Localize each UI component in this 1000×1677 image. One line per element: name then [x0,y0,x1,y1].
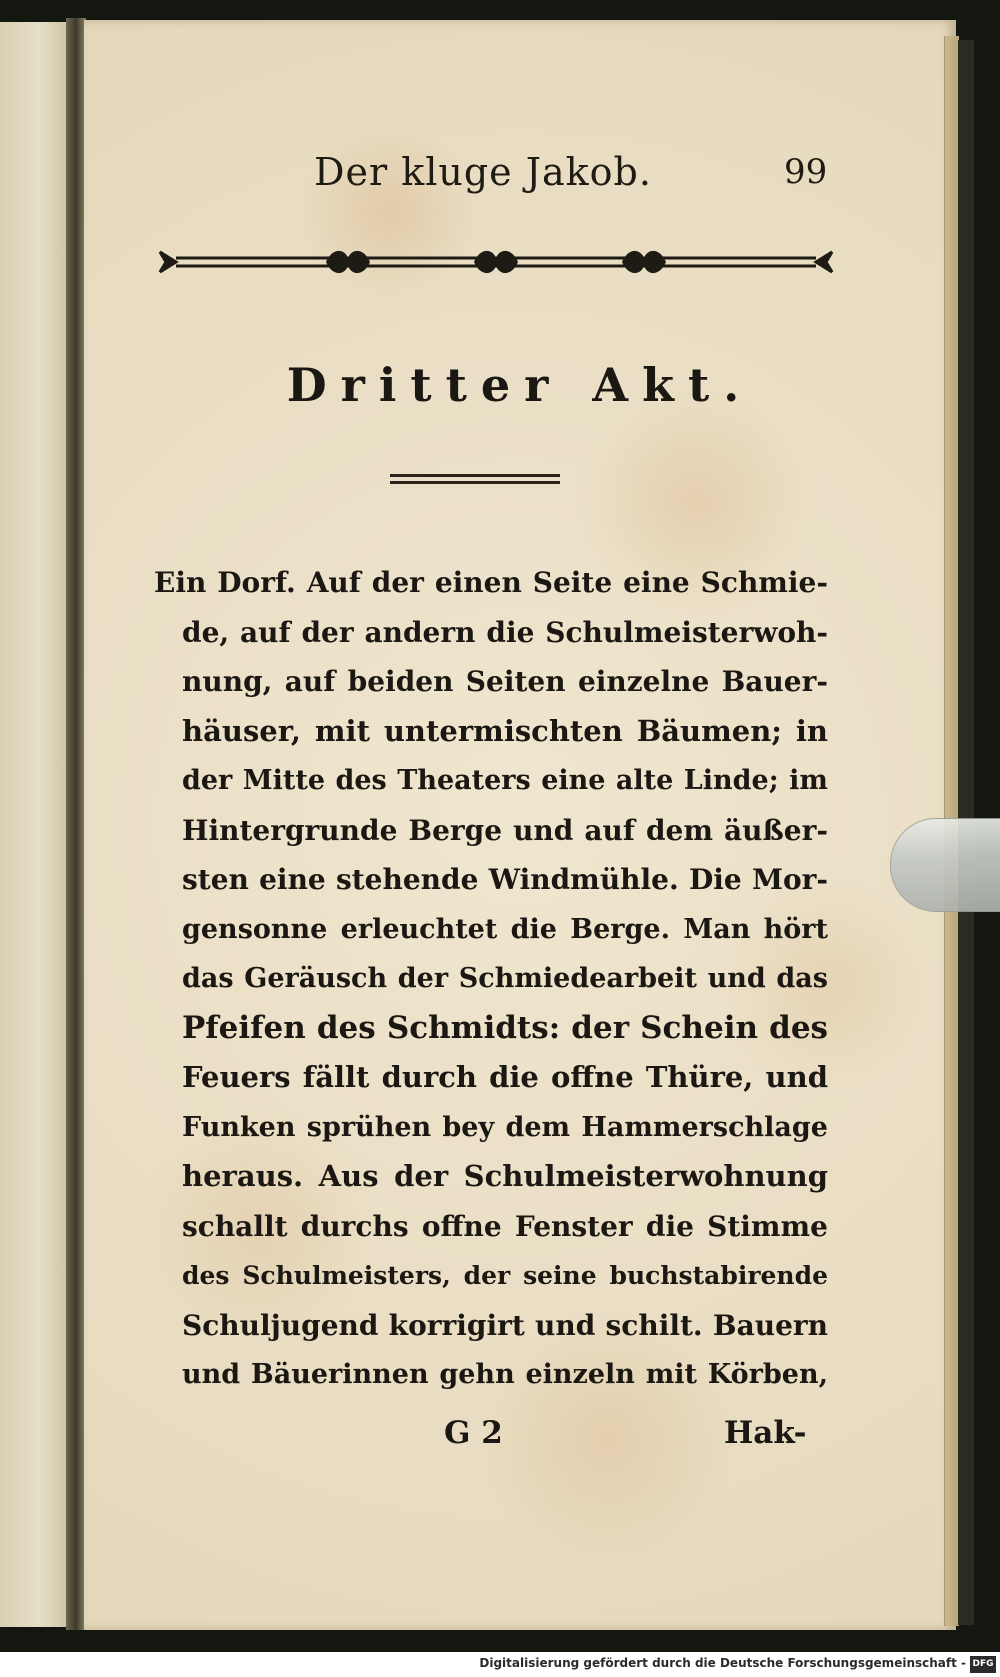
dfg-logo-icon: DFG [970,1656,996,1673]
page-number: 99 [784,152,828,192]
text-line: de, auf der andern die Schulmeisterwoh- [182,615,828,649]
text-line: Hintergrunde Berge und auf dem äußer- [182,813,828,847]
ornament-divider [156,240,836,284]
text-line: Pfeifen des Schmidts: der Schein des [182,1009,828,1046]
text-line: häuser, mit untermischten Bäumen; in [182,713,828,748]
left-facing-page [0,22,68,1627]
text-line: heraus. Aus der Schulmeisterwohnung [182,1159,828,1193]
signature-mark: G 2 [444,1415,503,1451]
page-footer [84,1415,956,1455]
text-line: des Schulmeisters, der seine buchstabirende [182,1261,828,1290]
running-title: Der kluge Jakob. [314,150,652,194]
text-line: Schuljugend korrigirt und schilt. Bauern [182,1308,828,1342]
text-line: Ein Dorf. Auf der einen Seite eine Schmie- [154,566,828,599]
text-line: das Geräusch der Schmiedearbeit und das [182,963,828,994]
credit-bar [0,1652,1000,1677]
act-heading: Dritter Akt. [286,358,754,412]
text-line: Feuers fällt durch die offne Thüre, und [182,1060,828,1094]
text-line: sten eine stehende Windmühle. Die Mor- [182,863,828,896]
page-clip [890,818,1000,912]
text-line: nung, auf beiden Seiten einzelne Bauer- [182,665,828,698]
text-line: und Bäuerinnen gehn einzeln mit Körben, [182,1359,828,1390]
text-line: der Mitte des Theaters eine alte Linde; im [182,765,828,796]
text-line: gensonne erleuchtet die Berge. Man hört [182,913,828,945]
credit-text: Digitalisierung gefördert durch die Deutsche Forschungsgemeinschaft - [479,1656,966,1670]
catchword: Hak- [724,1415,807,1451]
stage-direction-text [154,558,828,1400]
book-page [84,20,956,1630]
double-rule [390,474,560,488]
text-line: Funken sprühen bey dem Hammerschlage [182,1111,828,1143]
book-gutter [66,18,86,1630]
page-header [84,150,956,210]
text-line: schallt durchs offne Fenster die Stimme [182,1209,828,1243]
